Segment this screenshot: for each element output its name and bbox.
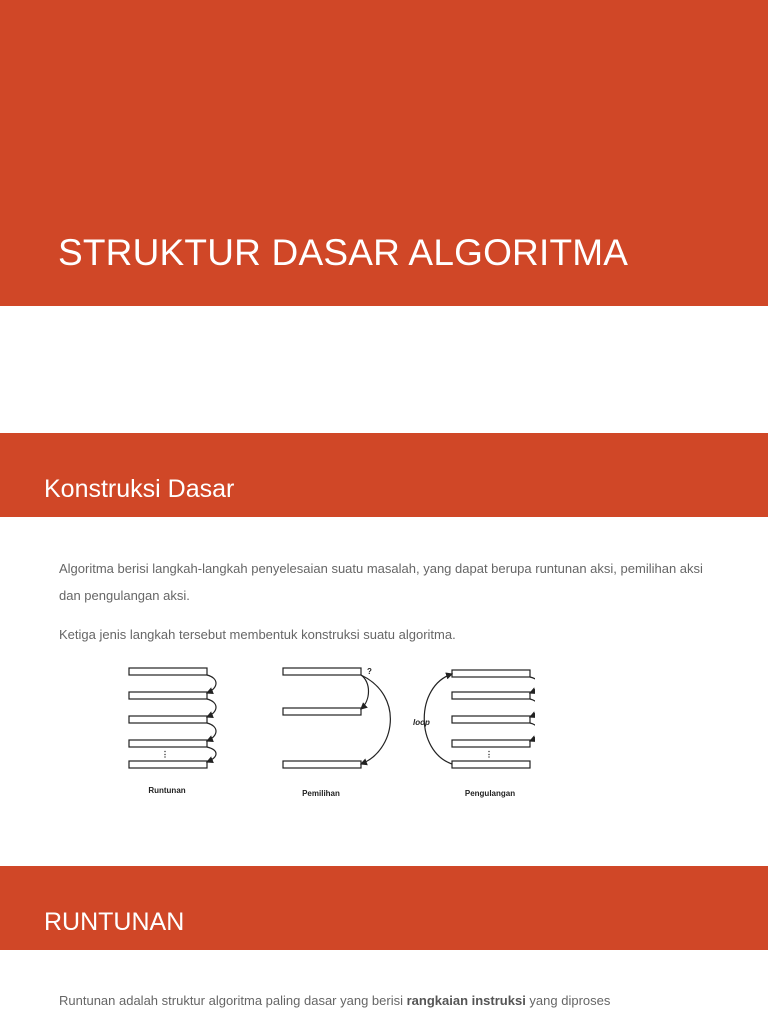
pengulangan-caption: Pengulangan [464,789,516,798]
slide-title: STRUKTUR DASAR ALGORITMA [58,232,629,273]
runtunan-step-1 [129,668,207,675]
pengulangan-ellipsis: ⋮ [485,750,493,759]
paragraph-runtunan-end: yang diproses [525,993,611,1008]
pengulangan-step-4 [452,740,530,747]
section-heading-konstruksi: Konstruksi Dasar [44,475,235,503]
runtunan-step-2 [129,692,207,699]
pengulangan-step-5 [452,761,530,768]
paragraph-runtunan [59,987,719,1014]
paragraph-runtunan-start: Runtunan adalah struktur algoritma paling dasar yang berisi [59,993,407,1008]
runtunan-arrow-3 [207,723,216,741]
pengulangan-arrow-2 [530,699,535,717]
pemilihan-step-2 [283,708,361,715]
pemilihan-caption: Pemilihan [302,789,340,798]
runtunan-step-5 [129,761,207,768]
title-slide-banner [0,0,768,306]
pengulangan-arrow-3 [530,723,535,741]
runtunan-ellipsis: ⋮ [161,750,169,759]
pengulangan-step-3 [452,716,530,723]
pemilihan-step-1 [283,668,361,675]
pengulangan-step-2 [452,692,530,699]
pengulangan-step-1 [452,670,530,677]
runtunan-diagram [129,668,216,768]
section-heading-runtunan: RUNTUNAN [44,908,185,936]
pemilihan-diagram [283,668,390,768]
pemilihan-arrow-short [361,675,369,709]
runtunan-arrow-1 [207,675,216,693]
paragraph-runtunan-bold: rangkaian instruksi [406,993,526,1008]
question-mark: ? [367,667,372,676]
pengulangan-arrow-1 [530,677,535,693]
pemilihan-step-3 [283,761,361,768]
loop-label: loop [413,718,430,727]
runtunan-caption: Runtunan [148,786,186,795]
runtunan-step-3 [129,716,207,723]
paragraph-intro: Algoritma berisi langkah-langkah penyelesaian suatu masalah, yang dapat berupa runtunan aksi, pemilihan aksi dan pengulangan aksi. [59,561,703,603]
runtunan-arrow-4 [207,747,216,762]
pengulangan-diagram [424,670,535,768]
runtunan-step-4 [129,740,207,747]
paragraph-three-kinds: Ketiga jenis langkah tersebut membentuk konstruksi suatu algoritma. [59,627,456,642]
construct-diagram [115,656,535,806]
runtunan-arrow-2 [207,699,216,717]
pemilihan-arrow-long [361,675,390,764]
